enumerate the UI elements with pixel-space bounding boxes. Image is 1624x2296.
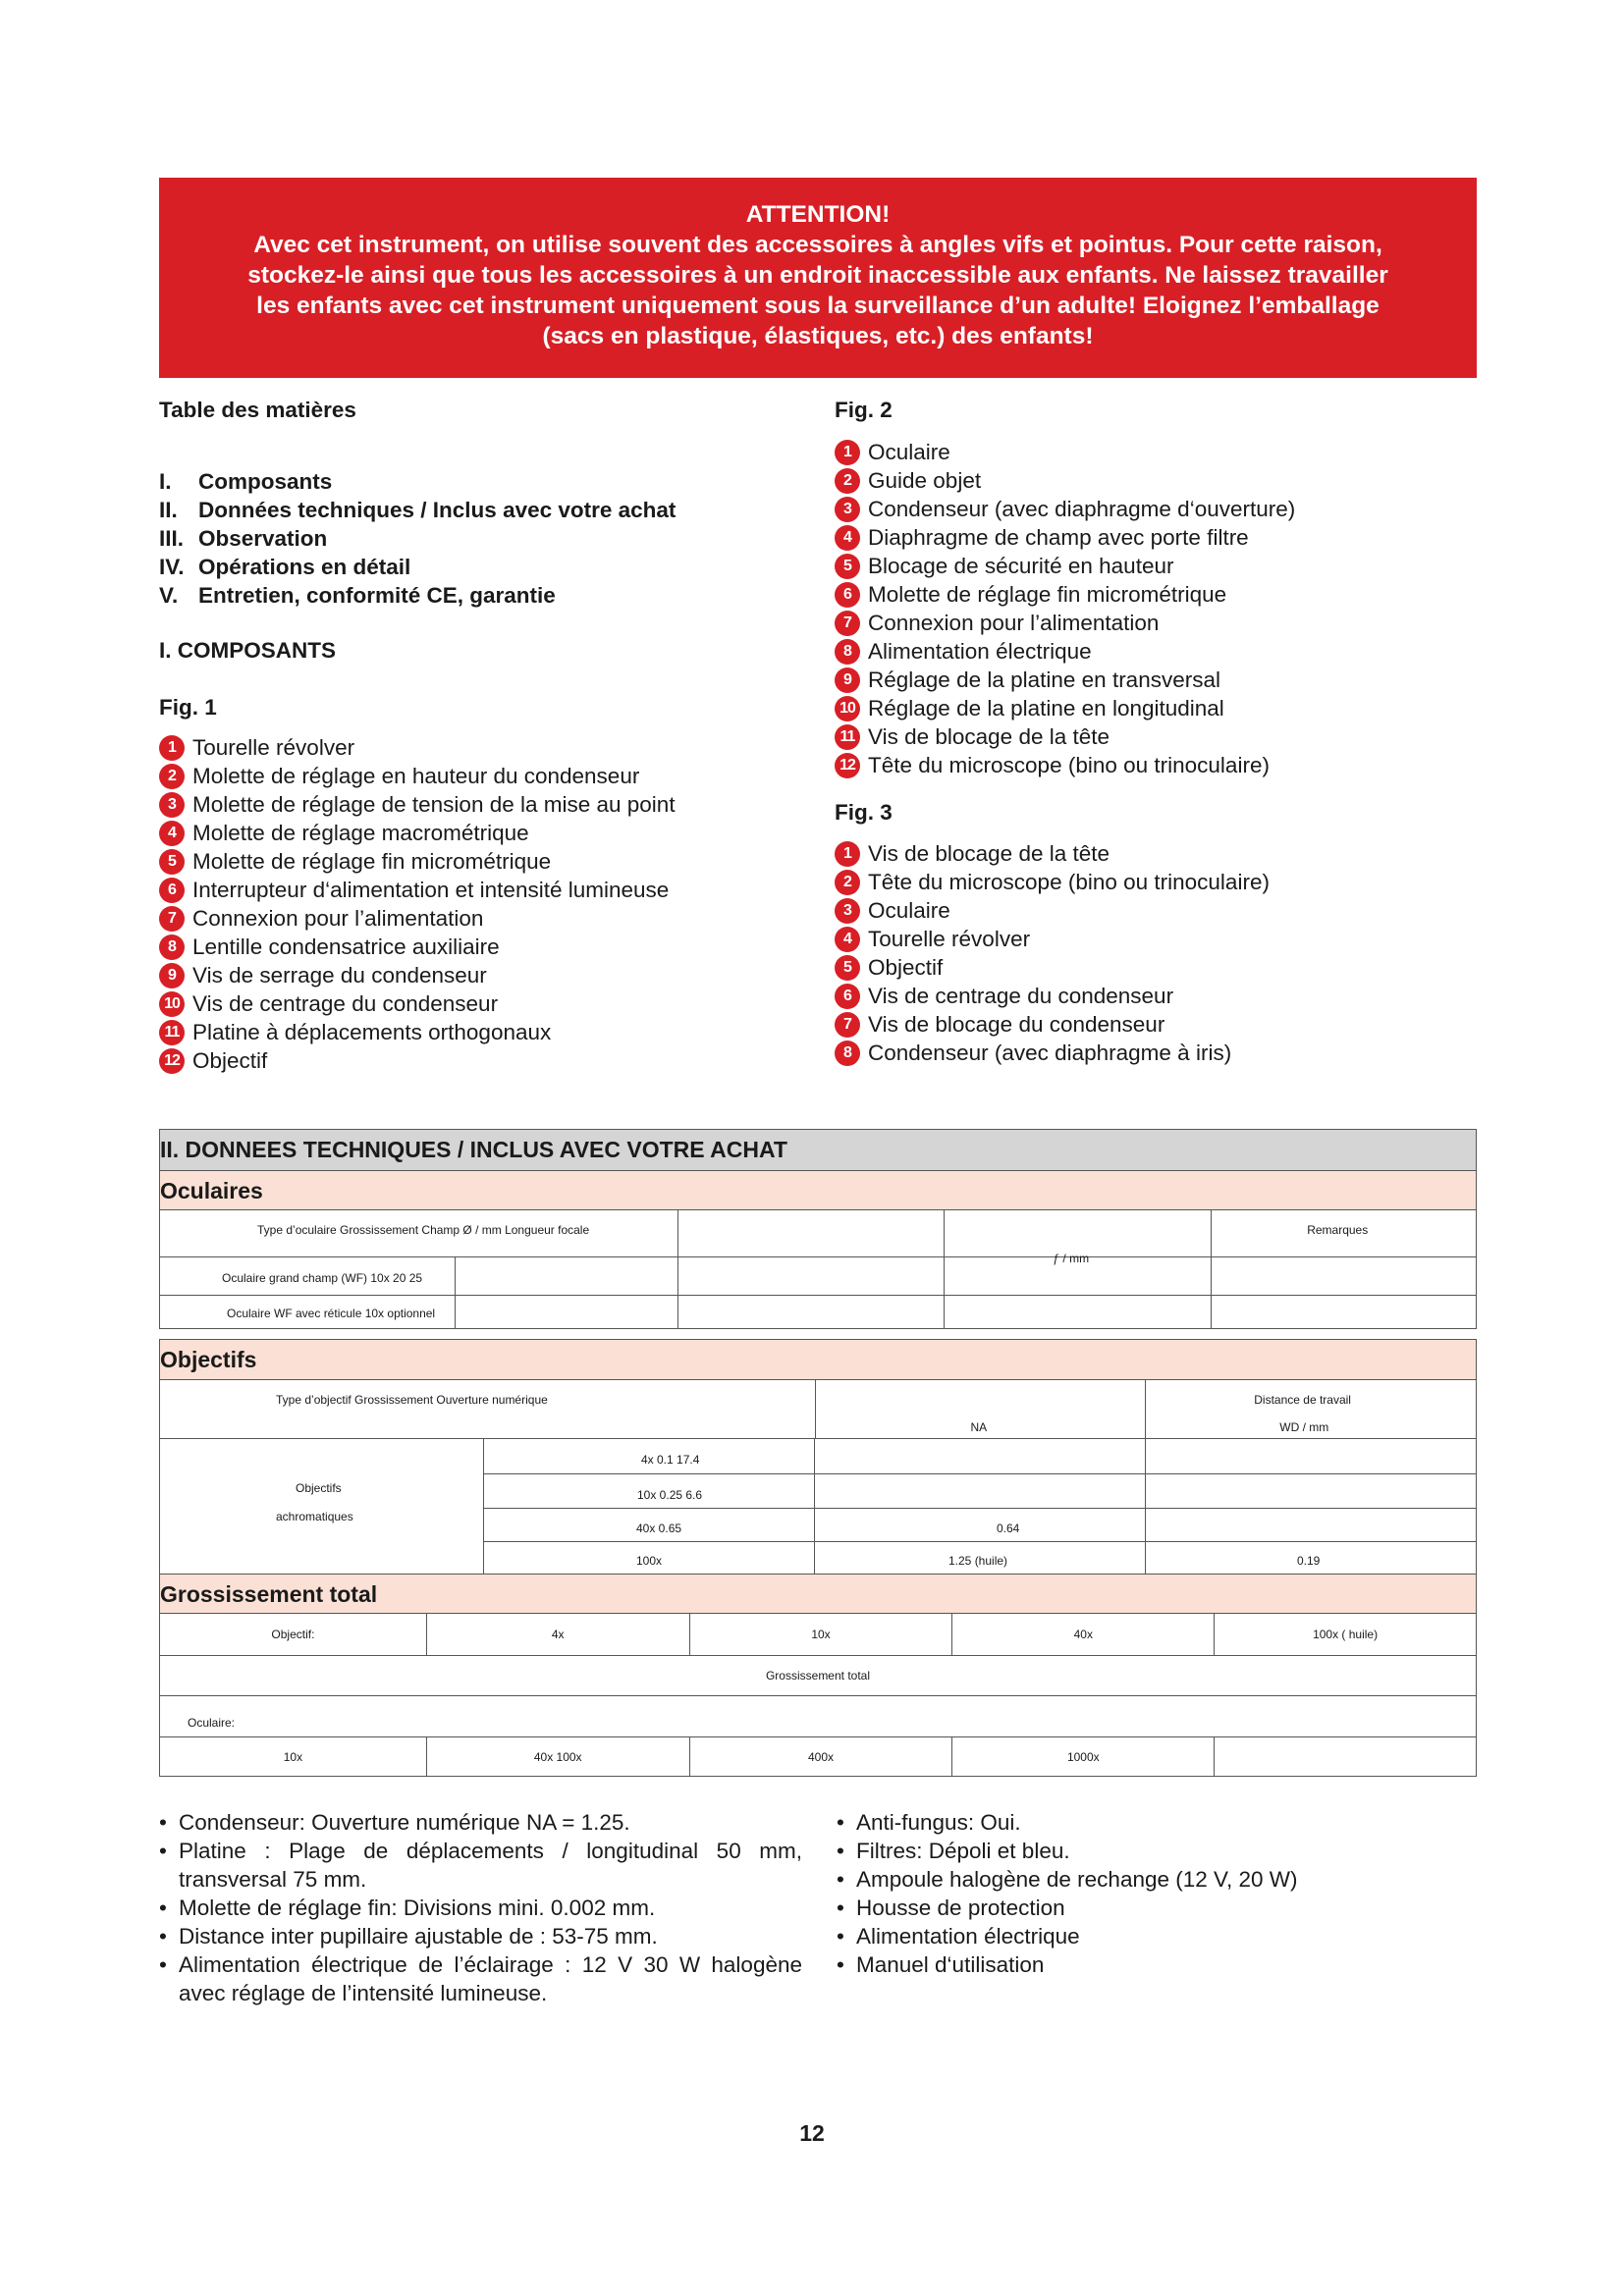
spec-item: [837, 1837, 1480, 1865]
list-item: [835, 694, 1483, 722]
list-item-label: Vis de blocage du condenseur: [868, 1012, 1165, 1037]
warning-line: (sacs en plastique, élastiques, etc.) des enfants!: [542, 323, 1094, 349]
spec-text: Distance inter pupillaire ajustable de : 53-75 mm.: [179, 1924, 658, 1949]
objectif-40x: 40x: [951, 1614, 1214, 1655]
spec-text: Alimentation électrique: [856, 1924, 1080, 1949]
objectif-row: 10x 0.25 6.6: [483, 1473, 1476, 1508]
list-item-label: Guide objet: [868, 468, 982, 493]
list-item: [835, 1039, 1483, 1067]
warning-banner: [159, 178, 1477, 378]
spec-text: Filtres: Dépoli et bleu.: [856, 1839, 1070, 1863]
warning-line: stockez-le ainsi que tous les accessoires à un endroit inaccessible aux enfants. Ne laissez travailler: [247, 262, 1388, 289]
objectifs-title: Objectifs: [160, 1340, 1476, 1379]
toc-item: I. Composants: [159, 469, 333, 494]
distance-header: Distance de travail: [1254, 1393, 1351, 1407]
objectif-label: Objectif:: [271, 1628, 315, 1641]
bullet-icon: •: [159, 1839, 167, 1863]
number-badge-icon: 6: [835, 984, 860, 1009]
list-item: [835, 896, 1483, 925]
number-badge-icon: 8: [159, 934, 185, 960]
number-badge-icon: 6: [159, 878, 185, 903]
number-badge-icon: 8: [835, 1041, 860, 1066]
number-badge-icon: 11: [159, 1020, 185, 1045]
objectif-100x: 100x ( huile): [1214, 1614, 1476, 1655]
objectifs-header: Type d’objectif Grossissement Ouverture numérique: [276, 1393, 548, 1407]
list-item: [159, 847, 807, 876]
oculaires-row: [160, 1256, 1476, 1295]
oculaires-header-row: [160, 1209, 1476, 1265]
bullet-icon: •: [837, 1952, 844, 1977]
number-badge-icon: 7: [159, 906, 185, 932]
na-header: NA: [970, 1420, 988, 1434]
list-item: [835, 839, 1483, 868]
number-badge-icon: 1: [835, 440, 860, 465]
tech-table-objectifs: [159, 1339, 1477, 1777]
oculaire-reticule: Oculaire WF avec réticule 10x optionnel: [227, 1307, 436, 1320]
list-item: [835, 580, 1483, 609]
list-item: [835, 751, 1483, 779]
list-item-label: Tourelle révolver: [192, 735, 355, 760]
list-item: [159, 762, 807, 790]
list-item: [835, 438, 1483, 466]
list-item-label: Vis de centrage du condenseur: [868, 984, 1174, 1008]
list-item-label: Platine à déplacements orthogonaux: [192, 1020, 552, 1044]
bullet-icon: •: [837, 1839, 844, 1863]
list-item: [835, 523, 1483, 552]
fig2-list: [835, 438, 1483, 779]
toc-item: IV. Opérations en détail: [159, 555, 411, 579]
fig3-list: [835, 839, 1483, 1067]
number-badge-icon: 4: [835, 525, 860, 551]
tech-table-oculaires: [159, 1129, 1477, 1329]
objectif-row: 4x 0.1 17.4: [483, 1439, 1476, 1473]
toc-item: V. Entretien, conformité CE, garantie: [159, 583, 556, 608]
number-badge-icon: 10: [159, 991, 185, 1017]
warning-title: ATTENTION!: [745, 201, 891, 228]
bullet-icon: •: [159, 1810, 167, 1835]
number-badge-icon: 12: [159, 1048, 185, 1074]
oculaires-title: Oculaires: [160, 1170, 1476, 1209]
number-badge-icon: 4: [835, 927, 860, 952]
list-item-label: Oculaire: [868, 440, 950, 464]
left-column: [159, 393, 807, 1075]
spec-item: [159, 1950, 802, 2007]
bullet-icon: •: [159, 1896, 167, 1920]
spec-text: Molette de réglage fin: Divisions mini. 0.002 mm.: [179, 1896, 656, 1920]
list-item: [835, 552, 1483, 580]
list-item: [159, 1046, 807, 1075]
list-item: [835, 982, 1483, 1010]
list-item-label: Condenseur (avec diaphragme d‘ouverture): [868, 497, 1296, 521]
list-item-label: Tourelle révolver: [868, 927, 1031, 951]
page-number: 12: [799, 2120, 825, 2146]
fig1-title: Fig. 1: [159, 695, 217, 720]
grossissement-value: 1000x: [951, 1737, 1214, 1776]
bullet-icon: •: [159, 1924, 167, 1949]
list-item: [159, 904, 807, 933]
section-title-composants: I. COMPOSANTS: [159, 638, 337, 663]
list-item: [835, 666, 1483, 694]
spec-item: [159, 1808, 802, 1837]
bullet-icon: •: [837, 1867, 844, 1892]
number-badge-icon: 12: [835, 753, 860, 778]
number-badge-icon: 5: [159, 849, 185, 875]
list-item: [159, 989, 807, 1018]
number-badge-icon: 5: [835, 554, 860, 579]
objectif-10x: 10x: [689, 1614, 952, 1655]
spec-text: Anti-fungus: Oui.: [856, 1810, 1021, 1835]
grossissement-total-row: [160, 1655, 1476, 1695]
list-item-label: Molette de réglage macrométrique: [192, 821, 529, 845]
list-item-label: Objectif: [192, 1048, 268, 1073]
list-item-label: Molette de réglage de tension de la mise au point: [192, 792, 676, 817]
specs-right-list: [837, 1808, 1480, 1979]
spec-item: [837, 1950, 1480, 1979]
spec-item: [159, 1922, 802, 1950]
list-item: [159, 1018, 807, 1046]
group-line2: achromatiques: [276, 1510, 353, 1523]
number-badge-icon: 9: [835, 667, 860, 693]
list-item-label: Molette de réglage fin micrométrique: [192, 849, 552, 874]
number-badge-icon: 2: [159, 764, 185, 789]
spec-text: Ampoule halogène de rechange (12 V, 20 W): [856, 1867, 1298, 1892]
fig1-list: [159, 733, 807, 1075]
number-badge-icon: 8: [835, 639, 860, 665]
objectifs-group: [160, 1439, 483, 1574]
bullet-icon: •: [159, 1952, 167, 1977]
list-item: [159, 790, 807, 819]
number-badge-icon: 1: [835, 841, 860, 867]
list-item-label: Vis de centrage du condenseur: [192, 991, 499, 1016]
grossissement-value: 10x: [283, 1750, 303, 1764]
warning-line: les enfants avec cet instrument uniquement sous la surveillance d’un adulte! Eloignez l’emballage: [256, 293, 1380, 319]
spec-text: Condenseur: Ouverture numérique NA = 1.25.: [179, 1810, 630, 1835]
toc-title: Table des matières: [159, 398, 356, 422]
fig3-title: Fig. 3: [835, 800, 893, 825]
grossissement-value: 40x 100x: [426, 1737, 689, 1776]
list-item: [159, 819, 807, 847]
list-item-label: Tête du microscope (bino ou trinoculaire): [868, 870, 1270, 894]
number-badge-icon: 1: [159, 735, 185, 761]
oculaires-header: Type d’oculaire Grossissement Champ Ø / mm Longueur focale: [257, 1223, 590, 1237]
toc-list: [159, 467, 807, 610]
list-item-label: Réglage de la platine en transversal: [868, 667, 1220, 692]
list-item-label: Molette de réglage fin micrométrique: [868, 582, 1227, 607]
spec-item: [159, 1837, 802, 1894]
grossissement-total-label: Grossissement total: [765, 1669, 871, 1682]
list-item: [835, 1010, 1483, 1039]
list-item: [835, 868, 1483, 896]
number-badge-icon: 10: [835, 696, 860, 721]
objectif-row: 40x 0.65 0.64: [483, 1508, 1476, 1541]
tech-title: II. DONNEES TECHNIQUES / INCLUS AVEC VOTRE ACHAT: [160, 1130, 1476, 1170]
grossissement-title: Grossissement total: [160, 1574, 1476, 1613]
spec-item: [837, 1865, 1480, 1894]
list-item: [159, 933, 807, 961]
list-item-label: Condenseur (avec diaphragme à iris): [868, 1041, 1232, 1065]
list-item-label: Diaphragme de champ avec porte filtre: [868, 525, 1249, 550]
toc-item: II. Données techniques / Inclus avec votre achat: [159, 498, 677, 522]
grossissement-value: 400x: [689, 1737, 952, 1776]
list-item: [835, 495, 1483, 523]
list-item: [159, 876, 807, 904]
list-item-label: Molette de réglage en hauteur du condenseur: [192, 764, 640, 788]
oculaire-label-row: [160, 1695, 1476, 1736]
wd-header: WD / mm: [1279, 1420, 1329, 1434]
warning-line: Avec cet instrument, on utilise souvent des accessoires à angles vifs et pointus. Pour cette raison,: [253, 232, 1382, 258]
spec-text: Platine : Plage de déplacements / longitudinal 50 mm, transversal 75 mm.: [179, 1839, 802, 1892]
spec-text: Housse de protection: [856, 1896, 1065, 1920]
oculaire-label: Oculaire:: [188, 1716, 236, 1730]
bullet-icon: •: [837, 1896, 844, 1920]
number-badge-icon: 5: [835, 955, 860, 981]
spec-text: Manuel d‘utilisation: [856, 1952, 1045, 1977]
number-badge-icon: 11: [835, 724, 860, 750]
list-item-label: Blocage de sécurité en hauteur: [868, 554, 1174, 578]
spec-item: [837, 1808, 1480, 1837]
list-item: [835, 722, 1483, 751]
fig2-title: Fig. 2: [835, 398, 893, 422]
objectif-4x: 4x: [426, 1614, 689, 1655]
oculaire-wf: Oculaire grand champ (WF) 10x 20 25: [222, 1271, 423, 1285]
objectifs-body: [160, 1438, 1476, 1574]
bullet-icon: •: [837, 1810, 844, 1835]
objectifs-header-row: [160, 1379, 1476, 1438]
grossissement-values-row: [160, 1736, 1476, 1776]
list-item-label: Oculaire: [868, 898, 950, 923]
grossissement-objectif-row: [160, 1613, 1476, 1655]
number-badge-icon: 2: [835, 870, 860, 895]
list-item-label: Alimentation électrique: [868, 639, 1092, 664]
focal-unit: ƒ / mm: [1053, 1252, 1090, 1265]
number-badge-icon: 7: [835, 611, 860, 636]
group-line1: Objectifs: [296, 1481, 342, 1495]
grossissement-value: [1214, 1737, 1476, 1776]
objectif-row: 100x 1.25 (huile) 0.19: [483, 1541, 1476, 1575]
specs-left-list: [159, 1808, 802, 2007]
toc-item: III. Observation: [159, 526, 328, 551]
list-item: [835, 637, 1483, 666]
list-item-label: Lentille condensatrice auxiliaire: [192, 934, 500, 959]
number-badge-icon: 3: [835, 497, 860, 522]
list-item-label: Tête du microscope (bino ou trinoculaire): [868, 753, 1270, 777]
list-item-label: Connexion pour l’alimentation: [868, 611, 1160, 635]
list-item-label: Connexion pour l’alimentation: [192, 906, 484, 931]
list-item: [835, 925, 1483, 953]
right-column: [835, 393, 1483, 1067]
list-item: [835, 953, 1483, 982]
oculaires-row: [160, 1295, 1476, 1328]
list-item-label: Vis de serrage du condenseur: [192, 963, 487, 988]
list-item-label: Interrupteur d‘alimentation et intensité lumineuse: [192, 878, 670, 902]
number-badge-icon: 3: [159, 792, 185, 818]
bullet-icon: •: [837, 1924, 844, 1949]
list-item-label: Réglage de la platine en longitudinal: [868, 696, 1224, 721]
remarks-header: Remarques: [1307, 1223, 1369, 1237]
list-item-label: Objectif: [868, 955, 944, 980]
number-badge-icon: 3: [835, 898, 860, 924]
list-item-label: Vis de blocage de la tête: [868, 724, 1110, 749]
spec-item: [159, 1894, 802, 1922]
number-badge-icon: 2: [835, 468, 860, 494]
list-item: [835, 609, 1483, 637]
list-item: [835, 466, 1483, 495]
number-badge-icon: 9: [159, 963, 185, 988]
list-item: [159, 961, 807, 989]
number-badge-icon: 4: [159, 821, 185, 846]
spec-text: Alimentation électrique de l’éclairage : 12 V 30 W halogène avec réglage de l’intensité lumineuse.: [179, 1952, 802, 2005]
number-badge-icon: 6: [835, 582, 860, 608]
spec-item: [837, 1894, 1480, 1922]
number-badge-icon: 7: [835, 1012, 860, 1038]
list-item-label: Vis de blocage de la tête: [868, 841, 1110, 866]
spec-item: [837, 1922, 1480, 1950]
list-item: [159, 733, 807, 762]
